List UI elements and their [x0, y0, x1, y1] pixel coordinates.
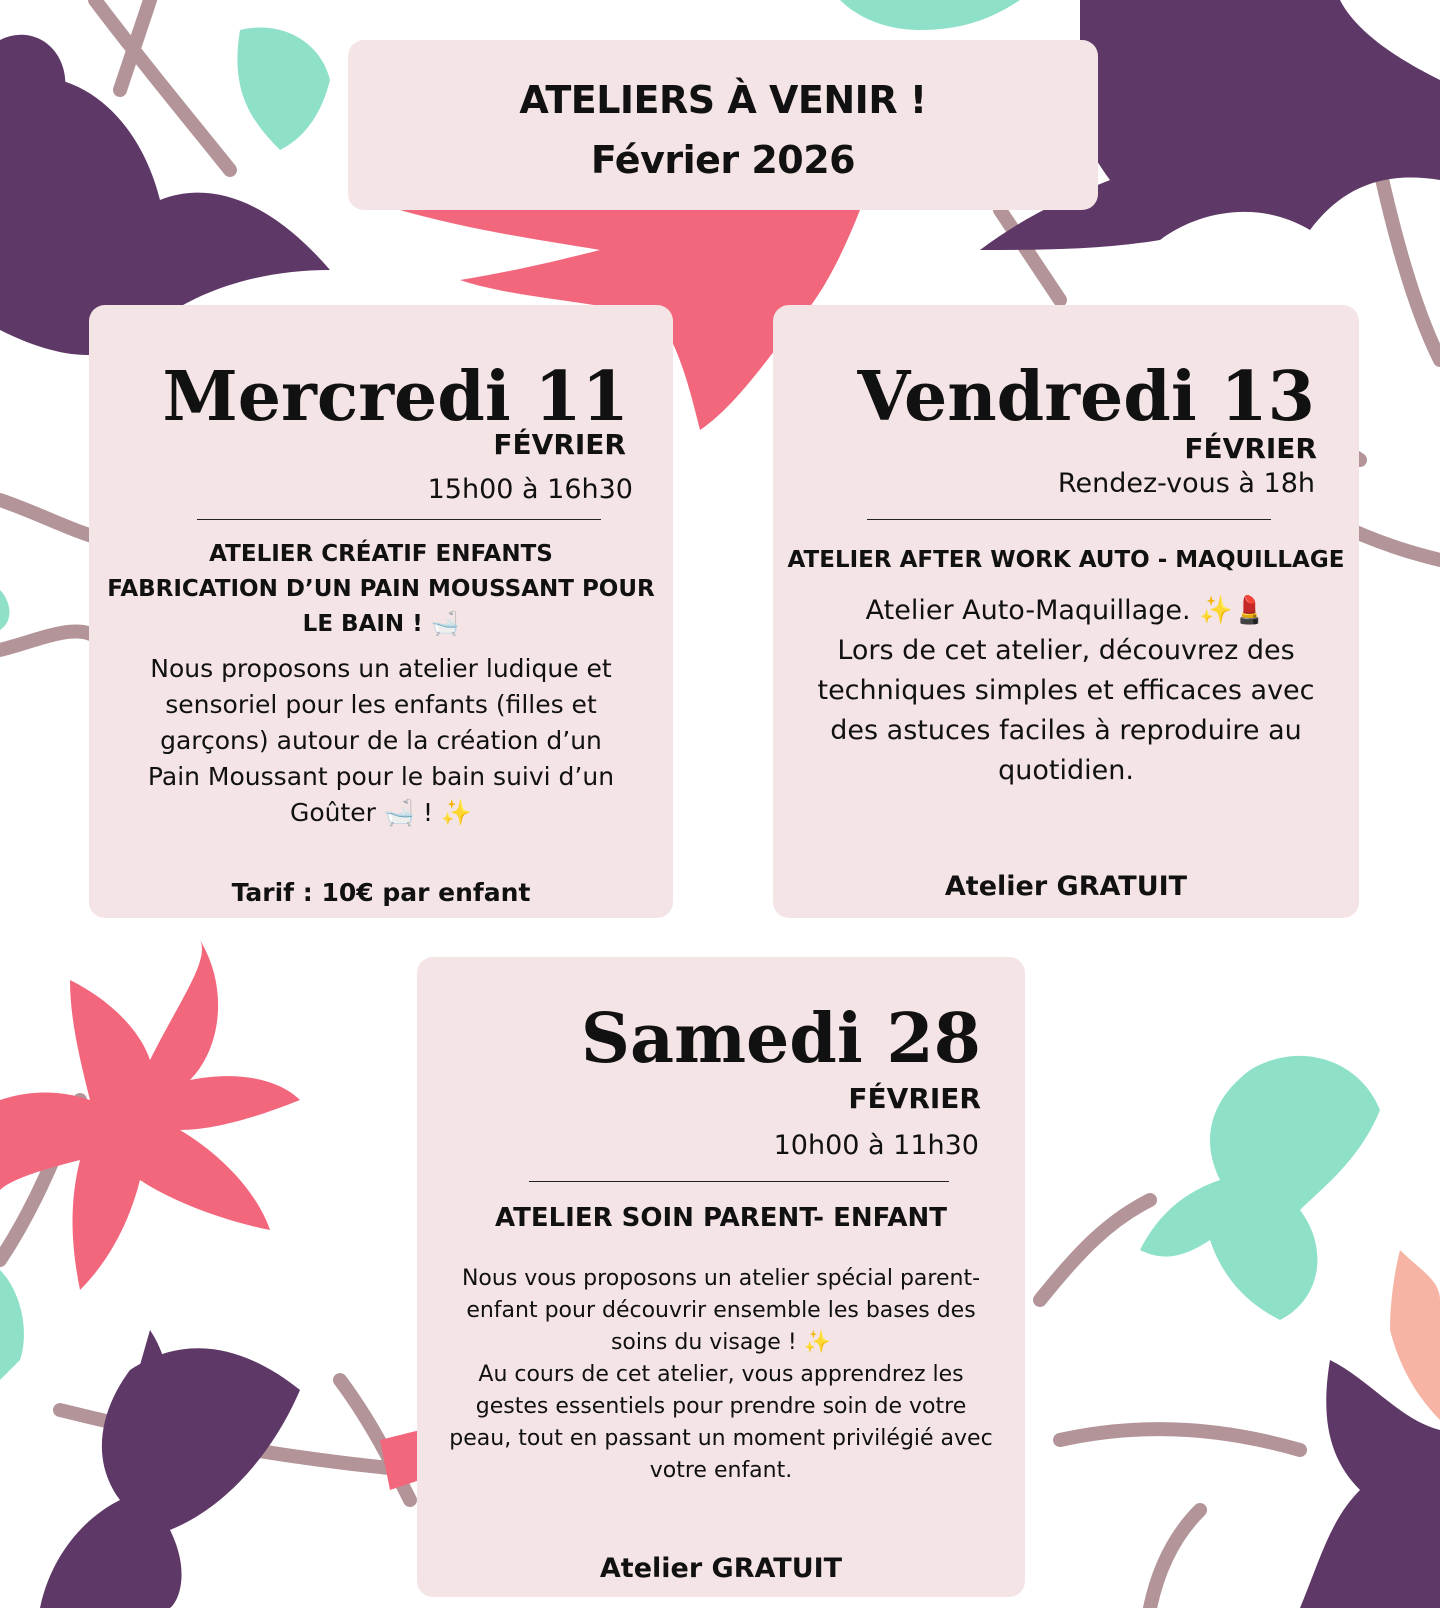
event-card-samedi [417, 957, 1025, 1597]
peach-flower-decoration [1390, 1250, 1440, 1420]
event-month: FÉVRIER [848, 1082, 981, 1115]
event-description-line: Pain Moussant pour le bain suivi d’un [147, 762, 615, 791]
event-day: Vendredi 13 [857, 357, 1315, 437]
event-title-line: ATELIER CRÉATIF ENFANTS [209, 541, 553, 567]
event-description [793, 591, 1339, 791]
event-card-vendredi [773, 305, 1359, 918]
event-description-line: Lors de cet atelier, découvrez des [837, 635, 1295, 666]
event-divider [197, 519, 601, 520]
event-description-line: quotidien. [998, 755, 1134, 786]
header-card [348, 40, 1098, 210]
event-title-line: LE BAIN ! 🛁 [302, 611, 460, 637]
event-description-line: votre enfant. [649, 1458, 793, 1483]
event-description-line: Atelier Auto-Maquillage. ✨💄 [865, 595, 1267, 626]
event-price: Tarif : 10€ par enfant [231, 878, 531, 907]
event-price: Atelier GRATUIT [944, 871, 1188, 902]
page-title: ATELIERS À VENIR ! [519, 78, 927, 122]
event-description-line: garçons) autour de la création d’un [160, 726, 602, 755]
event-description-line: enfant pour découvrir ensemble les bases des [466, 1298, 976, 1323]
event-time: Rendez-vous à 18h [1057, 468, 1315, 499]
event-description [427, 1263, 1015, 1487]
event-title [773, 543, 1359, 578]
event-description-line: gestes essentiels pour prendre soin de votre [475, 1394, 967, 1419]
event-description-line: soins du visage ! ✨ [610, 1330, 832, 1355]
event-description-line: Nous proposons un atelier ludique et [150, 654, 612, 683]
event-description-line: Goûter 🛁 ! ✨ [289, 798, 473, 827]
event-time: 15h00 à 16h30 [427, 474, 633, 505]
event-title [417, 1201, 1025, 1236]
event-description-line: Nous vous proposons un atelier spécial parent- [461, 1266, 981, 1291]
event-title-line: ATELIER SOIN PARENT- ENFANT [495, 1203, 947, 1233]
event-day: Samedi 28 [580, 999, 981, 1079]
event-title-line: ATELIER AFTER WORK AUTO - MAQUILLAGE [787, 547, 1345, 573]
event-divider [529, 1181, 949, 1182]
event-month: FÉVRIER [493, 428, 626, 461]
event-price: Atelier GRATUIT [599, 1553, 843, 1584]
event-title-line: FABRICATION D’UN PAIN MOUSSANT POUR [107, 576, 655, 602]
event-card-mercredi [89, 305, 673, 918]
event-day: Mercredi 11 [162, 357, 629, 437]
event-title [89, 537, 673, 642]
event-month: FÉVRIER [1184, 432, 1317, 465]
event-description-line: peau, tout en passant un moment privilégié avec [449, 1426, 993, 1451]
page-subtitle: Février 2026 [590, 138, 856, 182]
event-divider [867, 519, 1271, 520]
event-description-line: techniques simples et efficaces avec [817, 675, 1315, 706]
event-description [109, 651, 653, 831]
event-description-line: Au cours de cet atelier, vous apprendrez les [478, 1362, 964, 1387]
event-description-line: sensoriel pour les enfants (filles et [165, 690, 597, 719]
event-time: 10h00 à 11h30 [773, 1130, 979, 1161]
event-description-line: des astuces faciles à reproduire au [830, 715, 1302, 746]
